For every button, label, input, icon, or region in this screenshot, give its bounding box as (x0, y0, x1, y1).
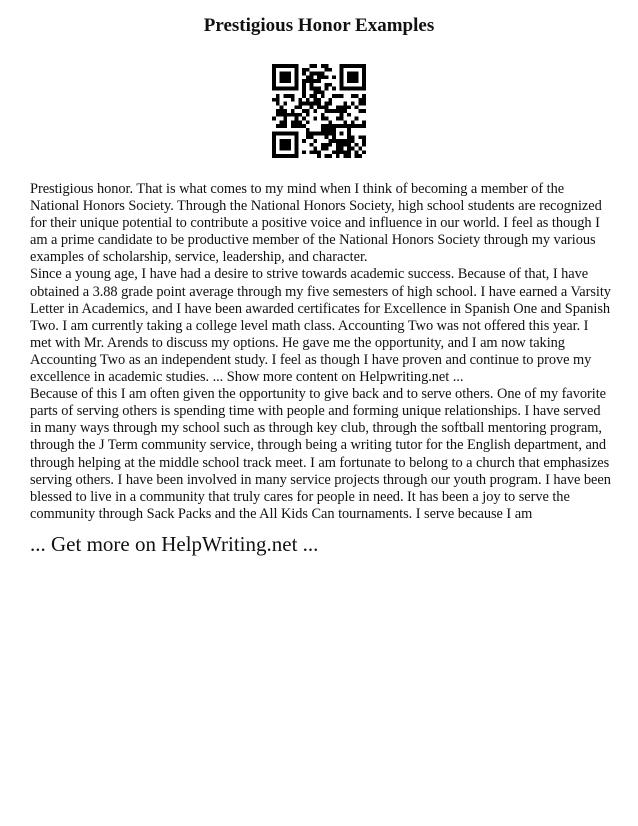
qr-code-graphic (272, 64, 366, 158)
paragraph-intro: Prestigious honor. That is what comes to my mind when I think of becoming a member of the National Honors Society. Through the National Honors Society, high school students are recognized for their unique potential to contribute a positive voice and influence in our world. I feel as though I am a prime candidate to be productive member of the National Honors Society through my various examples of scholarship, service, leadership, and character. (30, 181, 602, 266)
get-more-link[interactable]: ... Get more on HelpWriting.net ... (30, 532, 319, 556)
page-title: Prestigious Honor Examples (203, 15, 435, 36)
qr-code-icon (272, 64, 366, 158)
paragraph-service: Because of this I am often given the opportunity to give back and to serve others. One of my favorite parts of serving others is spending time with people and forming unique relationships. I have served in many ways through my school such as through key club, through the softball mentoring program, through the J Term community service, through being a writing tutor for the English department, and through helping at the middle school track meet. I am fortunate to belong to a church that emphasizes serving others. I have been involved in many service projects through our youth program. I have been blessed to live in a community that truly cares for people in need. It has been a joy to serve the community through Sack Packs and the All Kids Can tournaments. I serve because I am (30, 386, 611, 522)
paragraph-academics: Since a young age, I have had a desire to strive towards academic success. Because of that, I have obtained a 3.88 grade point average through my five semesters of high school. I have earned a Varsity Letter in Academics, and I have been awarded certificates for Excellence in Spanish One and Spanish Two. I am currently taking a college level math class. Accounting Two was not offered this year. I met with Mr. Arends to discuss my options. He gave me the opportunity, and I am now taking Accounting Two as an independent study. I feel as though I have proven and continue to prove my excellence in academic studies. ... Show more content on Helpwriting.net ... (30, 266, 611, 386)
document-body (30, 181, 612, 523)
